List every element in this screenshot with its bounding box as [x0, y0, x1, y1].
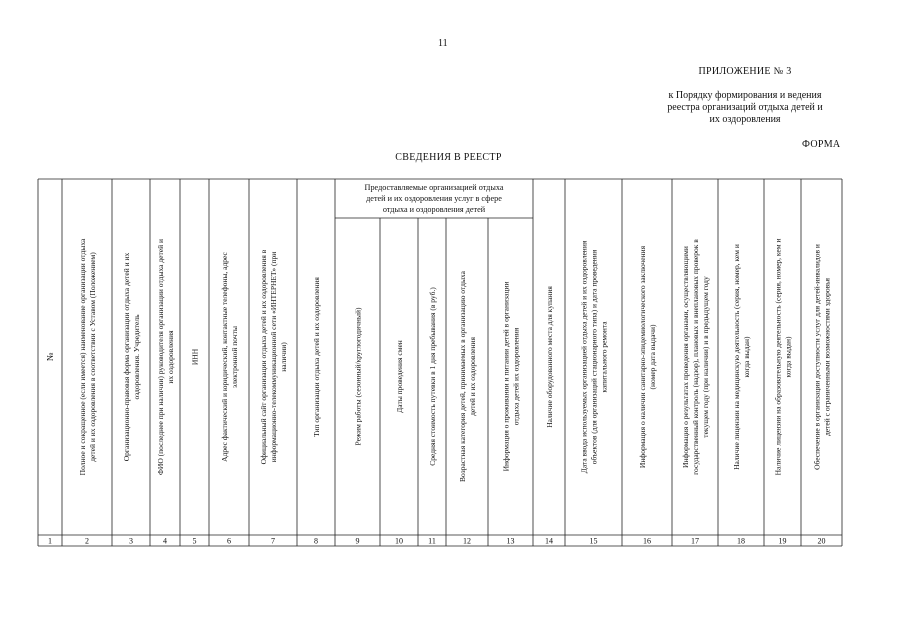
column-header-text: Организационно-правовая форма организации отдыха детей и их	[122, 252, 131, 462]
column-number: 18	[737, 536, 745, 546]
appendix-line: реестра организаций отдыха детей и	[667, 102, 823, 113]
document-title: СВЕДЕНИЯ В РЕЕСТР	[395, 152, 502, 163]
column-header-text: Возрастная категория детей, принимаемых в организацию отдыха	[458, 271, 467, 482]
column-header-text: Режим работы (сезонный/круглогодичный)	[353, 307, 363, 446]
column-header-text: Обеспечение в организации доступности услуг для детей-инвалидов и	[812, 244, 822, 470]
column-header-text: детей с ограниченными возможностями здоровья	[822, 277, 832, 437]
column-number: 6	[227, 536, 231, 546]
column-header-text: когда выдан)	[783, 336, 793, 378]
column-header-text: государственный контроль (надзор), плановых и внеплановых проверок в	[691, 239, 700, 475]
column-header-text: №	[45, 352, 55, 362]
column-header-text: их оздоровления	[166, 330, 175, 384]
form-label: ФОРМА	[802, 139, 841, 150]
column-header-text: Информация о наличии санитарно-эпидемиологического заключения	[638, 245, 647, 469]
column-number: 2	[85, 536, 89, 546]
appendix-line: их оздоровления	[709, 114, 781, 125]
column-number: 15	[589, 536, 598, 546]
column-header-text: Даты проведения смен	[395, 340, 404, 413]
column-number: 1	[48, 536, 52, 546]
column-number: 14	[545, 536, 553, 546]
column-number: 12	[463, 536, 471, 546]
column-header-text: Информация о результатах проведения органами, осуществляющими	[681, 246, 690, 468]
column-number: 20	[817, 536, 826, 546]
column-header-text: когда выдан)	[742, 336, 751, 378]
column-number: 11	[428, 536, 436, 546]
column-number: 5	[192, 536, 197, 546]
column-header-text: Тип организации отдыха детей и их оздоровления	[312, 277, 321, 437]
column-header-text: ФИО (последнее при наличии) руководителя организации отдыха детей и	[156, 238, 165, 476]
column-number: 17	[691, 536, 699, 546]
column-header-text: текущем году (при наличии) и в предыдущем году	[701, 276, 710, 438]
column-header-text: Дата ввода используемых организацией отдыха детей и их оздоровления	[579, 240, 589, 474]
column-header-text: Адрес фактический и юридический, контактные телефоны, адрес	[220, 252, 229, 462]
group-header-line: отдыха и оздоровления детей	[382, 205, 486, 214]
column-header-text: (номер дата выдачи)	[648, 324, 657, 390]
column-number: 10	[395, 536, 403, 546]
column-header-text: Средняя стоимость путевки в 1 дня пребывания (в руб.)	[428, 287, 437, 466]
column-header-text: объектов (для организаций стационарного типа) и дата проведения	[589, 249, 599, 465]
column-header-text: оздоровления. Учредитель	[132, 314, 141, 400]
column-number: 7	[271, 536, 275, 546]
column-header-text: ИНН	[190, 348, 200, 366]
column-header-text: детей и их оздоровления в соответствии с Уставом (Положением)	[88, 252, 97, 462]
appendix-title: ПРИЛОЖЕНИЕ № 3	[698, 66, 792, 77]
column-number: 8	[314, 536, 318, 546]
group-header-line: детей и их оздоровления услуг в сфере	[366, 194, 502, 203]
column-header-text: Наличие лицензии на образовательную деятельность (серия, номер, кем и	[773, 238, 783, 476]
column-header-text: Наличие оборудованного места для купания	[545, 286, 554, 428]
column-header-text: капитального ремонта	[599, 321, 609, 393]
column-header-text: Информация о проживании и питании детей в организации	[501, 281, 511, 472]
group-header-line: Предоставляемые организацией отдыха	[364, 183, 504, 192]
column-header-text: отдыха детей их оздоровления	[511, 327, 521, 426]
page-number: 11	[438, 38, 448, 49]
column-number: 13	[506, 536, 515, 546]
column-number: 19	[778, 536, 787, 546]
column-number: 16	[643, 536, 651, 546]
column-header-text: электронной почты	[230, 326, 239, 388]
column-number: 4	[163, 536, 167, 546]
appendix-line: к Порядку формирования и ведения	[668, 90, 822, 101]
column-header-text: детей и их оздоровления	[468, 337, 477, 416]
column-header-text: Наличие лицензии на медицинскую деятельность (серия, номер, кем и	[732, 244, 741, 470]
column-header-text: информационно-телекоммуникационной сети «ИНТЕРНЕТ» (при	[269, 251, 278, 463]
column-number: 3	[129, 536, 133, 546]
column-header-text: Полное и сокращенное (если имеется) наименование организации отдыха	[78, 238, 87, 476]
column-header-text: наличии)	[279, 342, 288, 372]
column-number: 9	[355, 536, 360, 546]
column-header-text: Официальный сайт организации отдыха детей и их оздоровления в	[259, 249, 268, 465]
